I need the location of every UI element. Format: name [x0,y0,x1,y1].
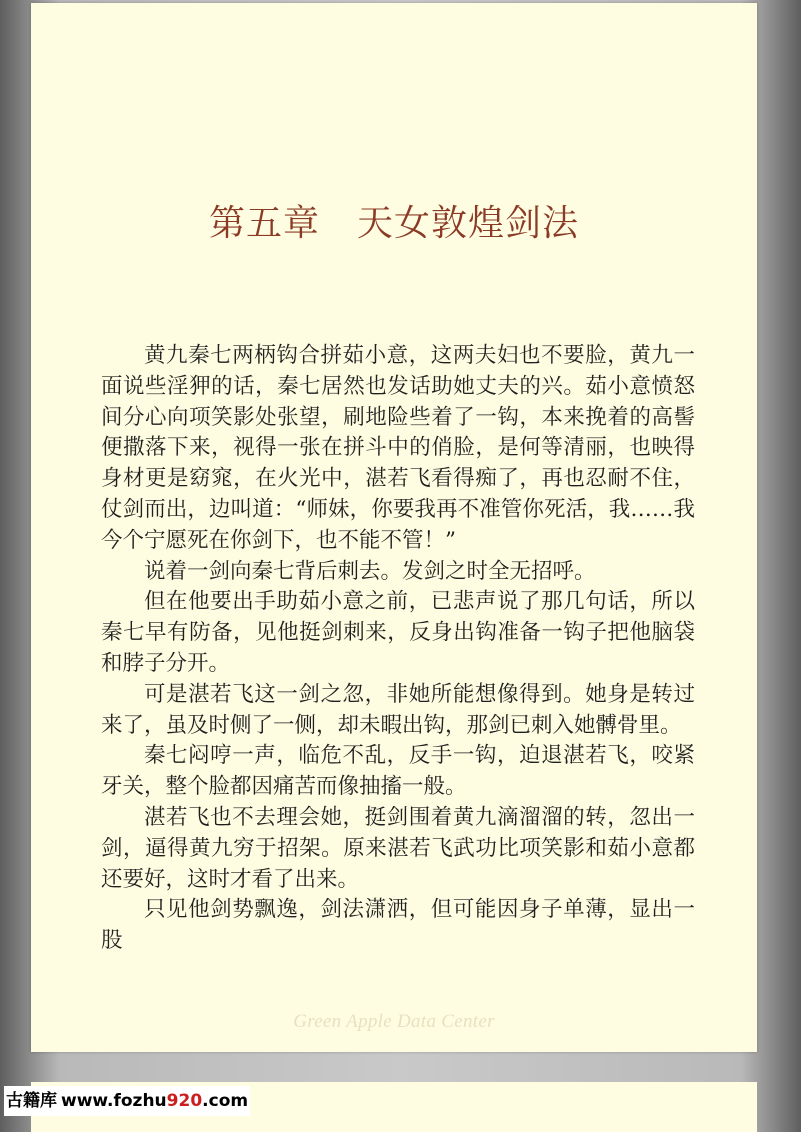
watermark: Green Apple Data Center [293,1011,495,1032]
paragraph: 但在他要出手助茹小意之前，已悲声说了那几句话，所以秦七早有防备，见他挺剑刺来，反身出钩准备一钩子把他脑袋和脖子分开。 [101,589,695,676]
book-page [31,3,757,1052]
chapter-title: 第五章 天女敦煌剑法 [208,203,579,244]
site-url-suffix: .com [202,1091,249,1111]
paragraph: 黄九秦七两柄钩合拼茹小意，这两夫妇也不要脸，黄九一面说些淫狎的话，秦七居然也发话助她丈夫的兴。茹小意愤怒间分心向项笑影处张望，刷地险些着了一钩，本来挽着的高髻便撒落下来，视得一张在拼斗中的俏脸，是何等清丽，也映得身材更是窈窕，在火光中，湛若飞看得痴了，再也忍耐不住，仗剑而出，边叫道：“师妹，你要我再不准管你死活，我……我今个宁愿死在你剑下，也不能不管！” [101,343,695,553]
chapter-body [101,341,695,957]
site-url-number: 920 [166,1091,203,1111]
site-url-prefix: www.fozhu [61,1091,167,1111]
paragraph: 说着一剑向秦七背后刺去。发剑之时全无招呼。 [144,558,596,584]
paragraph: 湛若飞也不去理会她，挺剑围着黄九滴溜溜的转，忽出一剑，逼得黄九穷于招架。原来湛若飞武功比项笑影和茹小意都还要好，这时才看了出来。 [101,804,695,892]
site-name: 古籍库 [6,1091,57,1111]
paragraph: 只见他剑势飘逸，剑法潇洒，但可能因身子单薄，显出一股 [101,897,695,954]
site-watermark-label [4,1086,250,1116]
site-url [61,1091,248,1111]
paragraph: 可是湛若飞这一剑之忽，非她所能想像得到。她身是转过来了，虽及时侧了一侧，却未暇出钩，那剑已刺入她髆骨里。 [101,681,695,738]
paragraph: 秦七闷哼一声，临危不乱，反手一钩，迫退湛若飞，咬紧牙关，整个脸都因痛苦而像抽搐一般。 [101,743,695,800]
